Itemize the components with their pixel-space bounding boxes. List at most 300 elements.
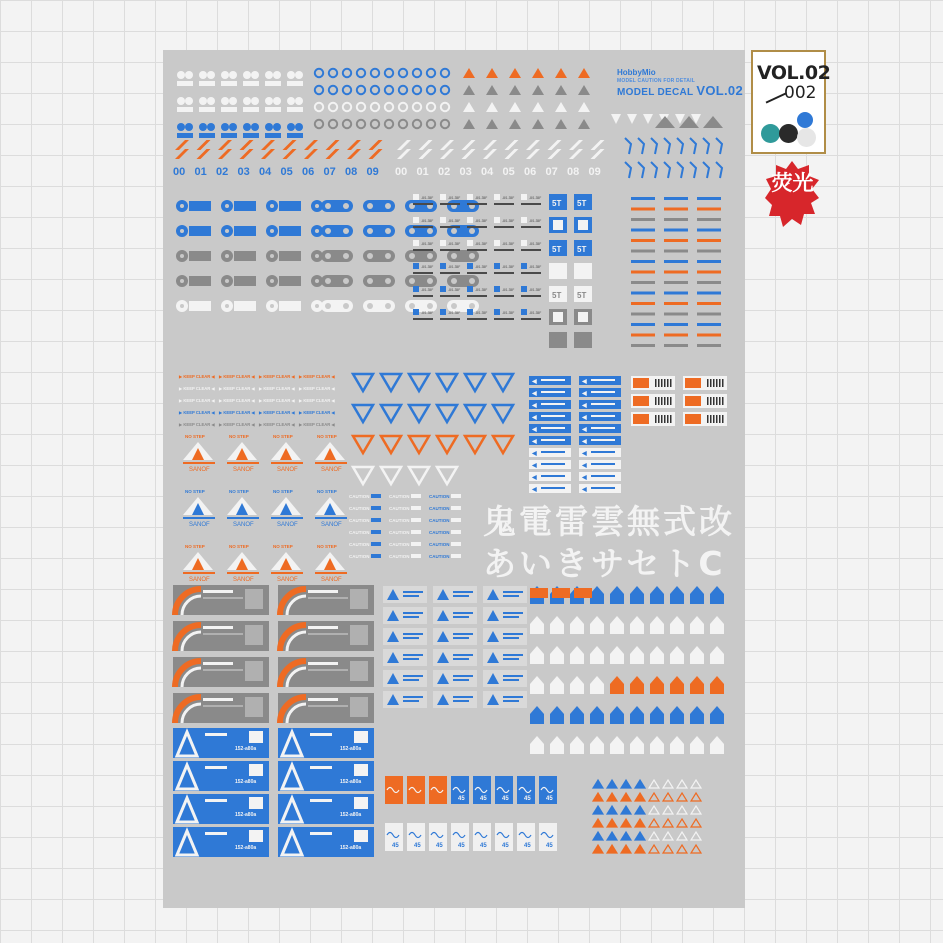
no-step-label: NO STEP xyxy=(229,544,249,549)
code-text: -8/1.35F xyxy=(421,265,434,269)
card-line xyxy=(403,700,419,702)
marker-line xyxy=(697,323,721,326)
reel-hub xyxy=(409,303,415,309)
label-line xyxy=(591,403,615,405)
small-triangle-icon xyxy=(593,832,603,840)
barcode-line xyxy=(719,397,721,405)
tag-triangle-icon xyxy=(710,736,724,744)
tag-triangle-icon xyxy=(650,586,664,594)
barcode-line xyxy=(658,415,660,423)
number-decal: 06 xyxy=(524,166,537,178)
marker-line xyxy=(664,218,688,221)
sanof-label: SANOF xyxy=(277,467,298,473)
fortyfive-label: 45 xyxy=(392,843,399,849)
panel-text-line xyxy=(310,766,332,769)
hook-mark xyxy=(651,162,657,178)
card-line xyxy=(453,658,469,660)
reel-hub xyxy=(225,304,229,308)
code-text: -8/1.35F xyxy=(448,219,461,223)
hook-mark xyxy=(690,162,696,178)
qr-square xyxy=(467,286,473,292)
code-label: 152-a80a xyxy=(340,746,362,752)
tag-triangle-icon xyxy=(710,646,724,654)
code-text: -8/1.35F xyxy=(529,311,542,315)
marker-line xyxy=(664,250,688,253)
tag-triangle-icon xyxy=(610,616,624,624)
small-triangle-icon xyxy=(621,845,631,853)
tag-triangle-icon xyxy=(690,586,704,594)
warning-triangle-icon xyxy=(578,85,590,95)
tag-triangle-icon xyxy=(590,736,604,744)
underline xyxy=(271,517,303,519)
ring-icon xyxy=(371,69,379,77)
card-line xyxy=(503,696,523,698)
gear-icon xyxy=(207,123,215,131)
gear-icon xyxy=(295,123,303,131)
underline xyxy=(271,462,303,464)
code-text: -8/1.35F xyxy=(475,242,488,246)
tag-triangle-icon xyxy=(650,676,664,684)
color-dot-blue xyxy=(797,112,813,128)
tag-triangle-icon xyxy=(630,586,644,594)
tag-body xyxy=(690,744,704,754)
caution-label: CAUTION xyxy=(349,530,370,535)
marker-line xyxy=(697,302,721,305)
tag-body xyxy=(670,744,684,754)
hazard-stripe xyxy=(197,149,211,159)
small-triangle-icon xyxy=(677,832,687,840)
panel-text-line xyxy=(203,633,243,635)
marker-line xyxy=(631,229,655,232)
card-line xyxy=(503,591,523,593)
barcode-line xyxy=(710,415,712,423)
label-line xyxy=(591,379,615,381)
label-strip xyxy=(199,107,215,112)
number-decal: 03 xyxy=(237,166,250,178)
arrow-left-icon: ◀ xyxy=(532,451,537,457)
reel-hub xyxy=(451,253,457,259)
tape-label xyxy=(189,276,211,286)
panel-text-line xyxy=(205,733,227,736)
hazard-stripe xyxy=(347,140,361,150)
line-mark xyxy=(494,249,514,251)
caution-bar xyxy=(371,506,381,510)
gear-icon xyxy=(251,71,259,79)
number-decal: 03 xyxy=(459,166,472,178)
qr-square xyxy=(467,240,473,246)
hazard-stripe xyxy=(462,149,476,159)
qr-square xyxy=(521,240,527,246)
down-triangle-icon xyxy=(381,405,401,422)
card-line xyxy=(453,654,473,656)
small-triangle-icon xyxy=(663,845,673,853)
ring-icon xyxy=(441,86,449,94)
hazard-stripe xyxy=(240,140,254,150)
small-triangle-icon xyxy=(635,832,645,840)
marker-line xyxy=(697,344,721,347)
qr-block xyxy=(350,661,368,681)
tag-triangle-icon xyxy=(710,676,724,684)
underline xyxy=(315,517,347,519)
fortyfive-label: 45 xyxy=(524,796,531,802)
small-triangle-icon xyxy=(635,819,645,827)
ring-icon xyxy=(427,120,435,128)
small-triangle-icon xyxy=(691,832,701,840)
qr-block xyxy=(245,589,263,609)
barcode-mark xyxy=(633,396,649,406)
gear-icon xyxy=(185,97,193,105)
hazard-stripe xyxy=(526,149,540,159)
tag-triangle-icon xyxy=(530,676,544,684)
line-mark xyxy=(494,226,514,228)
tag-body xyxy=(610,744,624,754)
five-t-text: 5T xyxy=(552,337,562,346)
keep-clear-label: ▶ KEEP CLEAR ◀ xyxy=(219,422,255,427)
number-decal: 08 xyxy=(567,166,580,178)
hazard-stripe xyxy=(197,140,211,150)
qr-square xyxy=(413,286,419,292)
tag-triangle-icon xyxy=(570,616,584,624)
gear-icon xyxy=(207,71,215,79)
panel-text-line xyxy=(203,590,233,593)
small-triangle-icon xyxy=(621,780,631,788)
barcode-line xyxy=(667,397,669,405)
reel-hub xyxy=(270,304,274,308)
tag-body xyxy=(570,714,584,724)
marker-line xyxy=(664,239,688,242)
caution-label: CAUTION xyxy=(429,506,450,511)
gear-icon xyxy=(273,71,281,79)
hazard-stripe xyxy=(569,149,583,159)
label-strip xyxy=(221,81,237,86)
qr-square xyxy=(494,263,500,269)
gear-icon xyxy=(243,71,251,79)
line-mark xyxy=(521,249,541,251)
down-triangle-icon xyxy=(353,405,373,422)
reel-hub xyxy=(427,253,433,259)
barcode-line xyxy=(664,415,666,423)
code-text: -8/1.35F xyxy=(448,242,461,246)
down-triangle-icon xyxy=(353,467,373,484)
barcode-line xyxy=(707,397,709,405)
tag-triangle-icon xyxy=(690,646,704,654)
hazard-stripe xyxy=(369,149,383,159)
gear-icon xyxy=(295,97,303,105)
no-step-label: NO STEP xyxy=(229,489,249,494)
fortyfive-label: 45 xyxy=(458,843,465,849)
tag-triangle-icon xyxy=(590,646,604,654)
line-mark xyxy=(467,249,487,251)
small-triangle-icon xyxy=(691,780,701,788)
caution-label: CAUTION xyxy=(429,542,450,547)
decal-artwork xyxy=(163,50,745,908)
code-label: 152-a80a xyxy=(235,779,257,785)
qr-square xyxy=(494,309,500,315)
small-triangle-icon xyxy=(607,845,617,853)
caution-bar xyxy=(451,518,461,522)
tag-triangle-icon xyxy=(610,736,624,744)
tag-triangle-icon xyxy=(650,616,664,624)
qr-block xyxy=(245,625,263,645)
caution-label: CAUTION xyxy=(389,518,410,523)
ring-icon xyxy=(399,103,407,111)
caution-bar xyxy=(451,542,461,546)
tag-triangle-icon xyxy=(690,706,704,714)
tag-triangle-icon xyxy=(630,676,644,684)
code-text: -8/1.35F xyxy=(502,288,515,292)
reel-hub xyxy=(343,303,349,309)
down-triangle-icon xyxy=(465,374,485,391)
volume-number: 002 xyxy=(784,83,817,103)
tag-triangle-icon xyxy=(550,676,564,684)
gear-icon xyxy=(177,97,185,105)
underline xyxy=(227,517,259,519)
tag-triangle-icon xyxy=(670,676,684,684)
no-step-label: NO STEP xyxy=(317,434,337,439)
small-triangle-icon xyxy=(649,819,659,827)
down-triangle-icon xyxy=(381,374,401,391)
ring-icon xyxy=(357,69,365,77)
tag-triangle-icon xyxy=(570,646,584,654)
label-line xyxy=(541,439,565,441)
hazard-stripe xyxy=(261,140,275,150)
sanof-label: SANOF xyxy=(321,522,342,528)
card-line xyxy=(503,637,519,639)
hazard-stripe xyxy=(548,149,562,159)
gear-icon xyxy=(265,123,273,131)
code-text: -8/1.35F xyxy=(475,265,488,269)
reel-hub xyxy=(225,229,229,233)
caution-bar xyxy=(411,518,421,522)
small-triangle-icon xyxy=(691,819,701,827)
sanof-label: SANOF xyxy=(233,467,254,473)
hazard-stripe xyxy=(440,149,454,159)
warning-triangle-icon xyxy=(463,68,475,78)
arrow-left-icon: ◀ xyxy=(532,439,537,445)
info-card xyxy=(483,607,527,624)
caution-bar xyxy=(411,506,421,510)
hook-mark xyxy=(716,138,722,154)
info-card xyxy=(483,670,527,687)
tag-body xyxy=(610,594,624,604)
five-t-text: 5T xyxy=(577,245,587,254)
qr-square xyxy=(467,217,473,223)
reel-hub xyxy=(270,279,274,283)
header-title xyxy=(617,83,743,98)
caution-label: CAUTION xyxy=(349,542,370,547)
fluorescent-badge xyxy=(765,161,820,233)
qr-square xyxy=(494,286,500,292)
down-triangle-icon xyxy=(437,405,457,422)
down-triangle-icon xyxy=(353,436,373,453)
label-strip xyxy=(243,133,259,138)
tag-triangle-icon xyxy=(590,616,604,624)
sanof-label: SANOF xyxy=(321,467,342,473)
warning-triangle-icon xyxy=(703,116,723,128)
marker-line xyxy=(631,260,655,263)
panel-text-line xyxy=(308,633,348,635)
gear-icon xyxy=(221,123,229,131)
small-triangle-icon xyxy=(593,819,603,827)
no-step-label: NO STEP xyxy=(317,544,337,549)
ring-icon xyxy=(385,120,393,128)
hazard-stripe xyxy=(505,140,519,150)
card-line xyxy=(453,700,469,702)
warning-triangle-icon xyxy=(486,68,498,78)
tag-triangle-icon xyxy=(610,706,624,714)
keep-clear-label: ▶ KEEP CLEAR ◀ xyxy=(259,398,295,403)
tag-triangle-icon xyxy=(710,706,724,714)
tag-body xyxy=(710,594,724,604)
label-line xyxy=(591,451,615,453)
warning-triangle-icon xyxy=(486,102,498,112)
barcode-line xyxy=(713,379,715,387)
reel-hub xyxy=(225,204,229,208)
tag-triangle-icon xyxy=(590,676,604,684)
tag-body xyxy=(610,714,624,724)
arrow-left-icon: ◀ xyxy=(582,379,587,385)
no-step-label: NO STEP xyxy=(317,489,337,494)
hazard-stripe xyxy=(240,149,254,159)
tag-body xyxy=(670,654,684,664)
marker-line xyxy=(697,208,721,211)
keep-clear-label: ▶ KEEP CLEAR ◀ xyxy=(179,398,215,403)
small-triangle-icon xyxy=(607,780,617,788)
tag-body xyxy=(670,684,684,694)
qr-block xyxy=(354,797,368,809)
keep-clear-label: ▶ KEEP CLEAR ◀ xyxy=(179,386,215,391)
card-line xyxy=(403,679,419,681)
qr-block xyxy=(245,697,263,717)
ring-icon xyxy=(441,69,449,77)
warning-triangle-icon xyxy=(655,116,675,128)
tape-label xyxy=(279,201,301,211)
hazard-stripe xyxy=(483,140,497,150)
fortyfive-label: 45 xyxy=(414,843,421,849)
code-text: -8/1.35F xyxy=(529,242,542,246)
label-strip xyxy=(177,107,193,112)
reel-hub xyxy=(343,228,349,234)
hazard-stripe xyxy=(397,140,411,150)
decal-sheet xyxy=(163,50,745,908)
barcode-line xyxy=(661,379,663,387)
marker-line xyxy=(664,260,688,263)
hazard-stripe xyxy=(462,140,476,150)
code-text: -8/1.35F xyxy=(448,288,461,292)
barcode-mark xyxy=(633,378,649,388)
gear-icon xyxy=(229,123,237,131)
line-mark xyxy=(440,226,460,228)
barcode-line xyxy=(661,415,663,423)
tape-label xyxy=(234,276,256,286)
header-subtitle: MODEL CAUTION FOR DETAIL xyxy=(617,78,695,84)
tag-body xyxy=(590,714,604,724)
tag-body xyxy=(710,654,724,664)
code-label: 152-a80a xyxy=(235,845,257,851)
card-line xyxy=(453,696,473,698)
tape-label xyxy=(189,301,211,311)
header-title-prefix: MODEL DECAL xyxy=(617,87,694,98)
small-triangle-icon xyxy=(635,806,645,814)
barcode-line xyxy=(722,415,724,423)
ring-icon xyxy=(399,120,407,128)
warning-triangle-icon xyxy=(463,102,475,112)
ring-icon xyxy=(357,86,365,94)
marker-line xyxy=(631,292,655,295)
code-text: -8/1.35F xyxy=(475,196,488,200)
line-mark xyxy=(521,203,541,205)
small-triangle-icon xyxy=(649,780,659,788)
qr-block xyxy=(350,625,368,645)
tag-body xyxy=(630,744,644,754)
qr-square xyxy=(494,194,500,200)
sheet-header xyxy=(617,68,743,98)
reel-hub xyxy=(409,253,415,259)
label-line xyxy=(591,427,615,429)
label-strip xyxy=(287,133,303,138)
fortyfive-label: 45 xyxy=(502,796,509,802)
fortyfive-label: 45 xyxy=(480,843,487,849)
reel-hub xyxy=(469,253,475,259)
info-card xyxy=(383,586,427,603)
label-strip xyxy=(221,107,237,112)
ring-icon xyxy=(441,120,449,128)
tag-triangle-icon xyxy=(610,676,624,684)
code-label: 152-a80a xyxy=(340,812,362,818)
code-text: -8/1.35F xyxy=(448,311,461,315)
code-text: -8/1.35F xyxy=(529,265,542,269)
ring-icon xyxy=(385,103,393,111)
small-triangle-icon xyxy=(663,806,673,814)
marker-line xyxy=(631,302,655,305)
tag-body xyxy=(690,624,704,634)
tag-body xyxy=(530,714,544,724)
marker-line xyxy=(631,250,655,253)
code-text: -8/1.35F xyxy=(421,288,434,292)
ring-icon xyxy=(371,86,379,94)
line-mark xyxy=(440,203,460,205)
small-triangle-icon xyxy=(649,845,659,853)
tag-body xyxy=(590,594,604,604)
panel-text-line xyxy=(308,626,338,629)
tag-triangle-icon xyxy=(530,706,544,714)
down-triangle-icon xyxy=(381,436,401,453)
caution-bar xyxy=(411,554,421,558)
gear-icon xyxy=(221,97,229,105)
card-line xyxy=(453,591,473,593)
kanji-line-1: 鬼電雷雲無式改 xyxy=(483,502,735,541)
hook-mark xyxy=(651,138,657,154)
tag-body xyxy=(590,624,604,634)
barcode-line xyxy=(655,415,657,423)
ring-icon xyxy=(399,69,407,77)
gear-icon xyxy=(265,71,273,79)
panel-text-line xyxy=(310,799,332,802)
five-t-text: 5T xyxy=(552,199,562,208)
code-text: -8/1.35F xyxy=(421,196,434,200)
label-line xyxy=(541,403,565,405)
line-mark xyxy=(467,203,487,205)
label-strip xyxy=(265,133,281,138)
arrow-left-icon: ◀ xyxy=(582,487,587,493)
tag-body xyxy=(550,654,564,664)
five-t-text: 5T xyxy=(552,291,562,300)
warning-triangle-icon xyxy=(509,119,521,129)
down-triangle-icon xyxy=(409,374,429,391)
marker-line xyxy=(631,344,655,347)
arrow-left-icon: ◀ xyxy=(532,379,537,385)
label-strip xyxy=(199,81,215,86)
